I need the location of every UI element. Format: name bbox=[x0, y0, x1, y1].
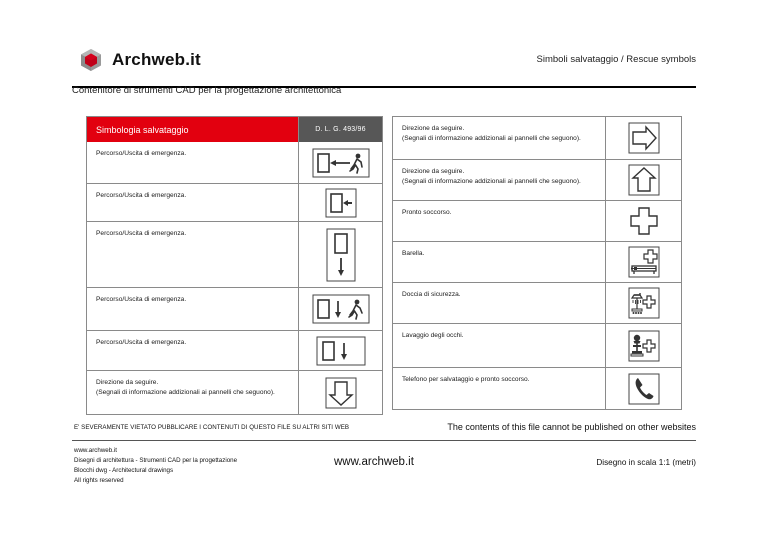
footer-divider bbox=[72, 440, 696, 441]
symbol-description bbox=[393, 368, 605, 409]
description-line1: Direzione da seguire. bbox=[96, 379, 159, 386]
footer-left-block bbox=[74, 446, 237, 486]
symbol-description bbox=[393, 242, 605, 282]
symbol-cell bbox=[605, 160, 681, 200]
symbol-cell bbox=[298, 371, 382, 414]
table-row bbox=[87, 222, 382, 288]
symbol-cell bbox=[605, 324, 681, 367]
symbol-cell bbox=[298, 222, 382, 287]
footer-scale: Disegno in scala 1:1 (metri) bbox=[596, 458, 696, 467]
footer-desc-en: Blocchi dwg - Architectural drawings bbox=[74, 467, 174, 475]
description-line1: Percorso/Uscita di emergenza. bbox=[96, 230, 187, 237]
symbol-description bbox=[393, 283, 605, 323]
exit-door-arrow-down-wide-icon bbox=[316, 336, 366, 366]
direction-arrow-down-icon bbox=[325, 377, 357, 409]
description-line1: Direzione da seguire. bbox=[402, 168, 465, 175]
brand-logo bbox=[78, 47, 201, 73]
symbol-cell bbox=[298, 142, 382, 183]
copyright-notice-it: E' SEVERAMENTE VIETATO PUBBLICARE I CONTENUTI DI QUESTO FILE SU ALTRI SITI WEB bbox=[74, 424, 350, 431]
copyright-notice-en: The contents of this file cannot be published on other websites bbox=[447, 422, 696, 432]
brand-name: Archweb.it bbox=[112, 50, 201, 69]
table-title: Simbologia salvataggio bbox=[96, 124, 189, 135]
left-symbol-table bbox=[86, 116, 383, 415]
footer-notice-row bbox=[72, 424, 696, 439]
symbol-description bbox=[87, 331, 298, 370]
table-row bbox=[87, 331, 382, 371]
description-line1: Direzione da seguire. bbox=[402, 125, 465, 132]
footer-body bbox=[72, 446, 696, 491]
sheet-title: Simboli salvataggio / Rescue symbols bbox=[536, 54, 696, 65]
exit-door-arrow-down-running-person-icon bbox=[312, 294, 370, 324]
description-line1: Telefono per salvataggio e pronto soccorso. bbox=[402, 376, 530, 383]
symbol-cell bbox=[298, 288, 382, 330]
symbol-cell bbox=[298, 184, 382, 221]
rescue-telephone-icon bbox=[628, 373, 660, 405]
exit-door-arrow-left-running-person-icon bbox=[312, 148, 370, 178]
table-row bbox=[393, 368, 681, 409]
symbol-description bbox=[87, 371, 298, 414]
exit-door-arrow-left-icon bbox=[325, 188, 357, 218]
description-line1: Percorso/Uscita di emergenza. bbox=[96, 192, 187, 199]
table-row bbox=[393, 324, 681, 368]
page-header bbox=[72, 44, 696, 88]
eyewash-station-cross-icon bbox=[628, 330, 660, 362]
description-line2: (Segnali di informazione addizionali ai pannelli che seguono). bbox=[402, 135, 581, 143]
description-line2: (Segnali di informazione addizionali ai pannelli che seguono). bbox=[96, 389, 275, 397]
table-row bbox=[393, 242, 681, 283]
stretcher-cross-icon bbox=[628, 246, 660, 278]
footer-site-url: www.archweb.it bbox=[74, 447, 117, 454]
symbol-cell bbox=[605, 117, 681, 159]
table-row bbox=[87, 142, 382, 184]
table-row bbox=[87, 371, 382, 414]
first-aid-cross-icon bbox=[629, 206, 659, 236]
symbol-description bbox=[87, 142, 298, 183]
description-line1: Barella. bbox=[402, 250, 425, 257]
symbol-description bbox=[393, 201, 605, 241]
symbol-description bbox=[87, 288, 298, 330]
description-line1: Percorso/Uscita di emergenza. bbox=[96, 339, 187, 346]
symbol-cell bbox=[298, 331, 382, 370]
symbol-cell bbox=[605, 283, 681, 323]
symbol-cell bbox=[605, 201, 681, 241]
footer-center-url[interactable]: www.archweb.it bbox=[334, 456, 414, 468]
norm-label: D. L. G. 493/96 bbox=[315, 126, 366, 133]
symbol-description bbox=[393, 324, 605, 367]
right-symbol-table bbox=[392, 116, 682, 410]
page-subtitle: Contenitore di strumenti CAD per la progettazione architettonica bbox=[72, 85, 342, 96]
table-row bbox=[87, 184, 382, 222]
symbol-description bbox=[87, 222, 298, 287]
description-line1: Percorso/Uscita di emergenza. bbox=[96, 150, 187, 157]
table-header-row bbox=[87, 117, 382, 142]
page-footer bbox=[72, 422, 696, 485]
description-line1: Doccia di sicurezza. bbox=[402, 291, 461, 298]
table-row bbox=[393, 201, 681, 242]
table-row bbox=[393, 117, 681, 160]
table-row bbox=[87, 288, 382, 331]
symbol-cell bbox=[605, 368, 681, 409]
description-line1: Percorso/Uscita di emergenza. bbox=[96, 296, 187, 303]
direction-arrow-right-icon bbox=[628, 122, 660, 154]
footer-rights: All rights reserved bbox=[74, 477, 124, 485]
exit-door-arrow-down-tall-icon bbox=[326, 228, 356, 282]
description-line2: (Segnali di informazione addizionali ai pannelli che seguono). bbox=[402, 178, 581, 186]
table-row bbox=[393, 160, 681, 201]
description-line1: Pronto soccorso. bbox=[402, 209, 452, 216]
symbol-description bbox=[393, 160, 605, 200]
description-line1: Lavaggio degli occhi. bbox=[402, 332, 464, 339]
table-row bbox=[393, 283, 681, 324]
table-title-band bbox=[87, 117, 298, 142]
footer-desc-it: Disegni di architettura - Strumenti CAD per la progettazione bbox=[74, 457, 238, 465]
symbol-description bbox=[87, 184, 298, 221]
direction-arrow-up-icon bbox=[628, 164, 660, 196]
archweb-cube-logo-icon bbox=[78, 47, 104, 73]
norm-band bbox=[298, 117, 382, 142]
safety-shower-cross-icon bbox=[628, 287, 660, 319]
symbol-cell bbox=[605, 242, 681, 282]
symbol-description bbox=[393, 117, 605, 159]
